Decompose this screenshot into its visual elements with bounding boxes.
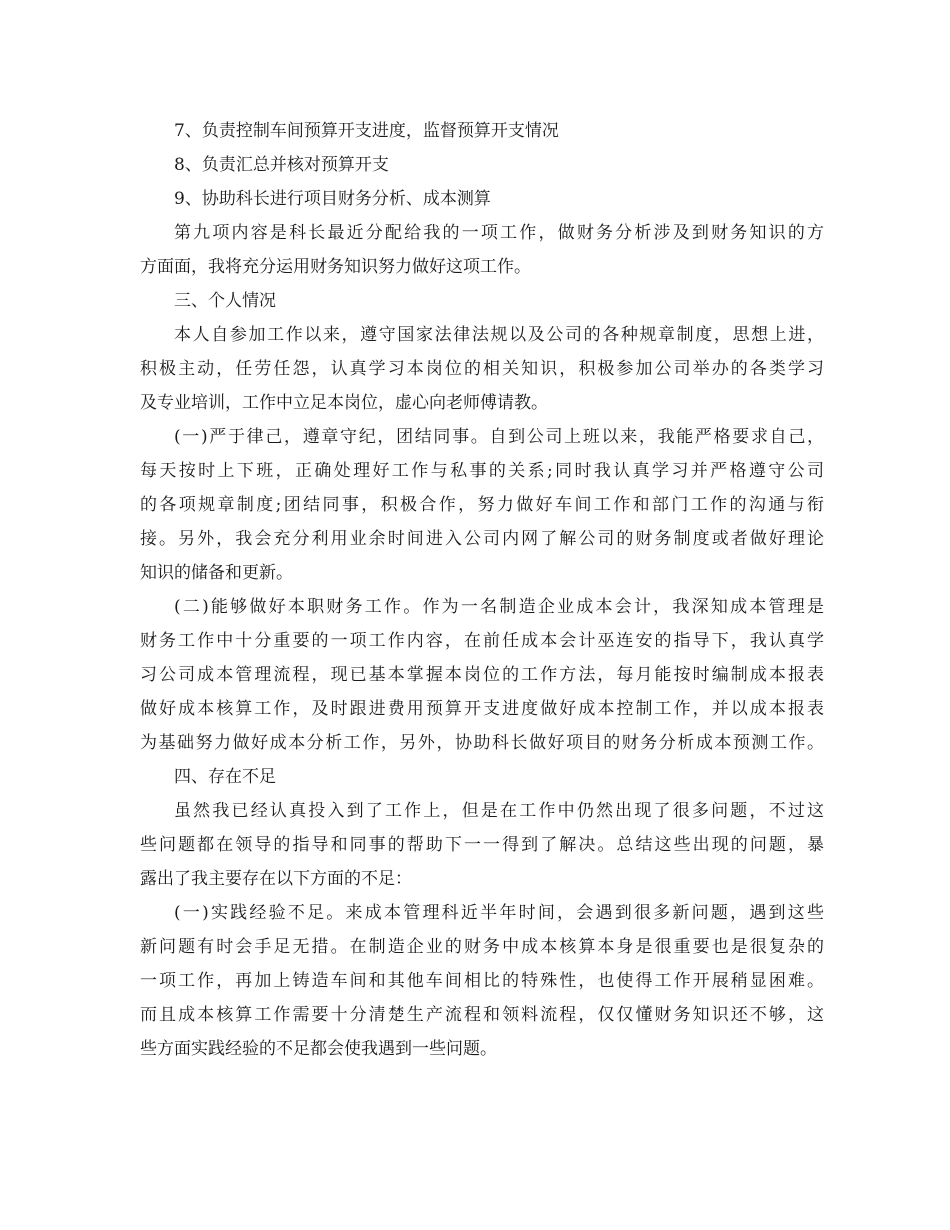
text-line: 习公司成本管理流程，现已基本掌握本岗位的工作方法，每月能按时编制成本报表	[140, 665, 824, 685]
text-line: 些问题都在领导的指导和同事的帮助下一一得到了解决。总结这些出现的问题，暴	[140, 835, 824, 855]
text-line: 财务工作中十分重要的一项工作内容，在前任成本会计巫连安的指导下，我认真学	[140, 631, 824, 651]
text-line: 第九项内容是科长最近分配给我的一项工作，做财务分析涉及到财务知识的方	[174, 223, 824, 243]
text-line: 本人自参加工作以来，遵守国家法律法规以及公司的各种规章制度，思想上进，	[174, 325, 824, 345]
text-line: 接。另外，我会充分利用业余时间进入公司内网了解公司的财务制度或者做好理论	[140, 529, 824, 549]
text-line: 7、负责控制车间预算开支进度，监督预算开支情况	[174, 121, 559, 141]
text-line: 的各项规章制度;团结同事，积极合作，努力做好车间工作和部门工作的沟通与衔	[140, 495, 824, 515]
text-line: 而且成本核算工作需要十分清楚生产流程和领料流程，仅仅懂财务知识还不够，这	[140, 1005, 824, 1025]
text-line: 积极主动，任劳任怨，认真学习本岗位的相关知识，积极参加公司举办的各类学习	[140, 359, 824, 379]
text-line: 方面面，我将充分运用财务知识努力做好这项工作。	[140, 257, 531, 277]
text-line: 一项工作，再加上铸造车间和其他车间相比的特殊性，也使得工作开展稍显困难。	[140, 971, 824, 991]
text-line: 每天按时上下班，正确处理好工作与私事的关系;同时我认真学习并严格遵守公司	[140, 461, 824, 481]
text-line: 为基础努力做好成本分析工作，另外，协助科长做好项目的财务分析成本预测工作。	[140, 733, 824, 753]
text-line: 些方面实践经验的不足都会使我遇到一些问题。	[140, 1039, 497, 1059]
text-line: 9、协助科长进行项目财务分析、成本测算	[174, 189, 491, 209]
text-line: 新问题有时会手足无措。在制造企业的财务中成本核算本身是很重要也是很复杂的	[140, 937, 824, 957]
text-line: (一)实践经验不足。来成本管理科近半年时间，会遇到很多新问题，遇到这些	[174, 903, 824, 923]
text-line: (二)能够做好本职财务工作。作为一名制造企业成本会计，我深知成本管理是	[174, 597, 824, 617]
text-line: 虽然我已经认真投入到了工作上，但是在工作中仍然出现了很多问题，不过这	[174, 801, 824, 821]
text-line: 四、存在不足	[174, 767, 276, 787]
document-body	[140, 114, 824, 1066]
text-line: 8、负责汇总并核对预算开支	[174, 155, 389, 175]
text-line: 三、个人情况	[174, 291, 276, 311]
text-line: 知识的储备和更新。	[140, 563, 293, 583]
text-line: 露出了我主要存在以下方面的不足：	[140, 869, 412, 889]
text-line: (一)严于律己，遵章守纪，团结同事。自到公司上班以来，我能严格要求自己，	[174, 427, 824, 447]
text-line: 及专业培训，工作中立足本岗位，虚心向老师傅请教。	[140, 393, 548, 413]
text-line: 做好成本核算工作，及时跟进费用预算开支进度做好成本控制工作，并以成本报表	[140, 699, 824, 719]
